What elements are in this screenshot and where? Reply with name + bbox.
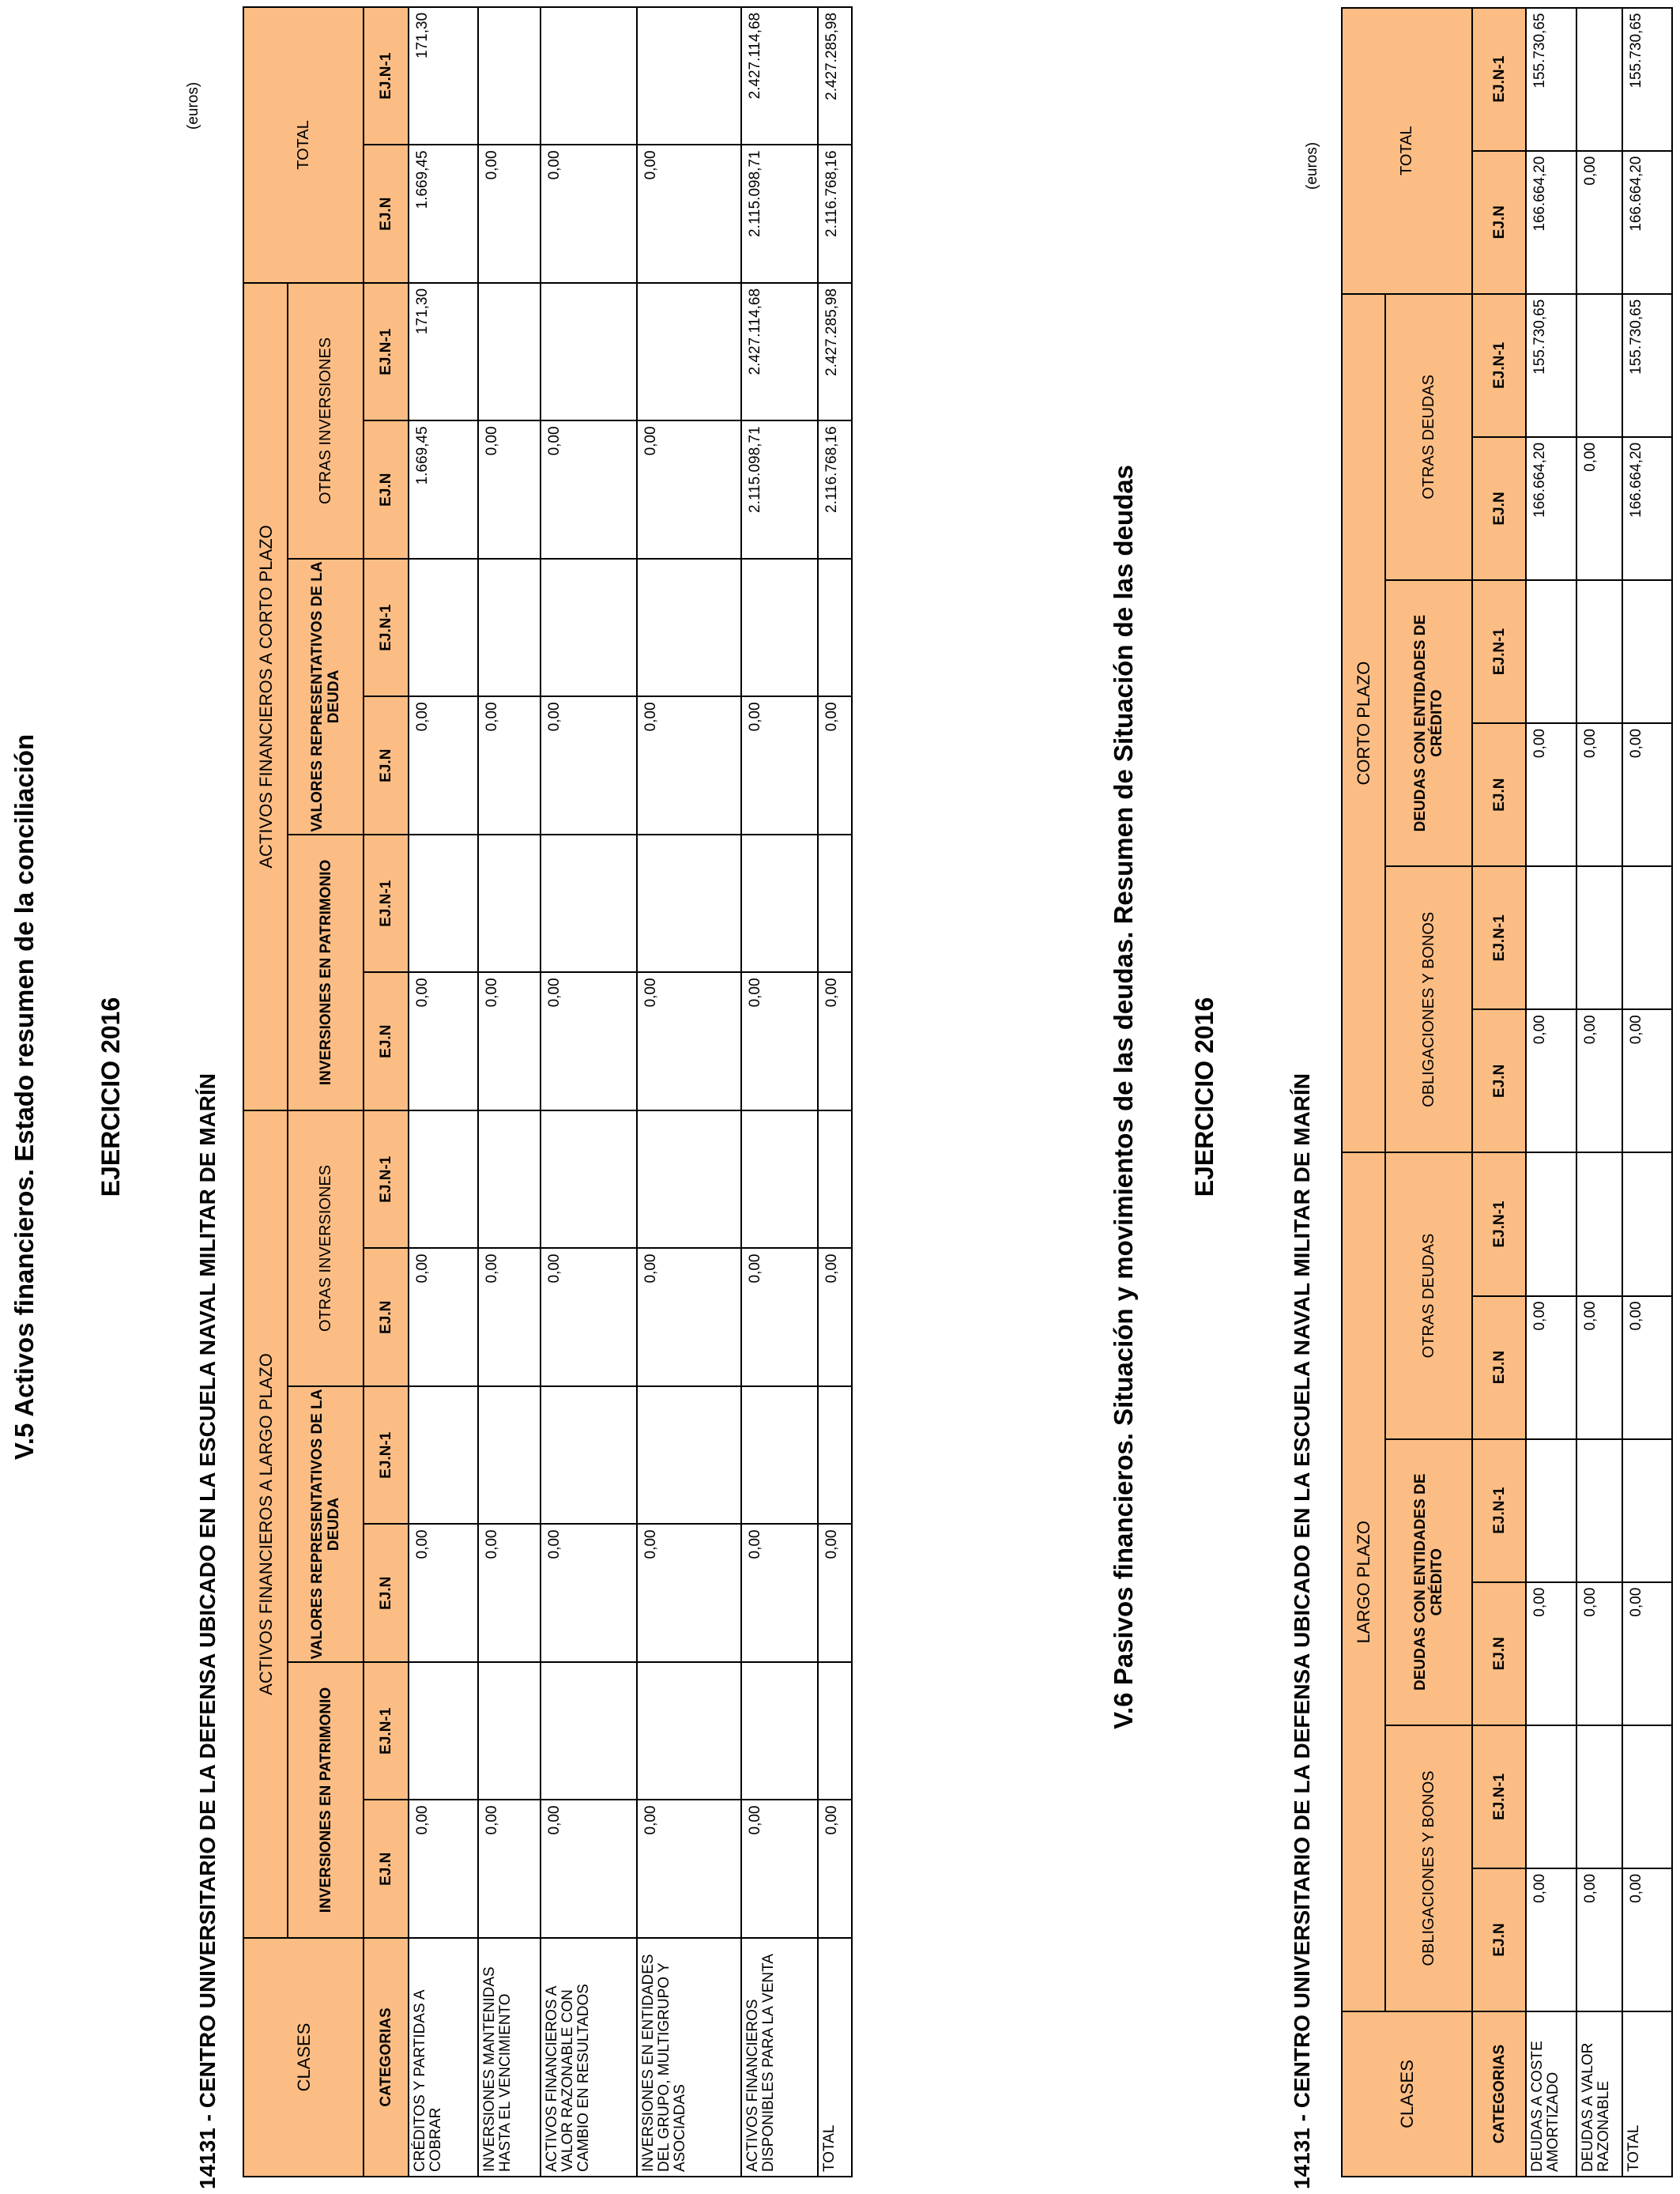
value-cell: 0,00 (478, 145, 541, 283)
value-cell (818, 1662, 852, 1800)
value-cell (637, 283, 741, 421)
value-cell: 0,00 (637, 1249, 741, 1387)
v6-ejn1-header: EJ.N-1 (1472, 1439, 1526, 1582)
value-cell: 0,00 (1622, 1296, 1672, 1439)
v6-corto-header: CORTO PLAZO (1342, 294, 1385, 1153)
value-cell (1576, 580, 1622, 723)
value-cell (478, 1110, 541, 1249)
value-cell (1526, 866, 1576, 1009)
value-cell: 0,00 (541, 972, 637, 1110)
value-cell (637, 559, 741, 697)
v6-ejn1-header: EJ.N-1 (1472, 1152, 1526, 1295)
v5-sub-valores-cp: VALORES REPRESENTATIVOS DE LA DEUDA (288, 559, 363, 835)
value-cell: 0,00 (1622, 1009, 1672, 1152)
category-cell: CRÉDITOS Y PARTIDAS A COBRAR (409, 1938, 478, 2177)
value-cell: 0,00 (741, 696, 818, 835)
v6-total-header: TOTAL (1342, 8, 1472, 294)
value-cell (478, 1386, 541, 1525)
value-cell: 0,00 (478, 1800, 541, 1939)
value-cell: 0,00 (1576, 1009, 1622, 1152)
value-cell (409, 1110, 478, 1249)
value-cell: 0,00 (1576, 151, 1622, 294)
v6-ejn-header: EJ.N (1472, 151, 1526, 294)
value-cell: 0,00 (541, 145, 637, 283)
v5-ejn-header: EJ.N (363, 972, 409, 1110)
value-cell: 0,00 (409, 972, 478, 1110)
value-cell (637, 1662, 741, 1800)
category-cell: INVERSIONES EN ENTIDADES DEL GRUPO, MULTIGRUPO Y ASOCIADAS (637, 1938, 741, 2177)
table-row (818, 7, 852, 2177)
v5-sub-otras-lp: OTRAS INVERSIONES (288, 1110, 363, 1386)
value-cell: 0,00 (409, 1800, 478, 1939)
value-cell: 2.427.114,68 (741, 7, 818, 145)
value-cell (1622, 1725, 1672, 1868)
value-cell: 0,00 (818, 1525, 852, 1663)
table-row (409, 7, 478, 2177)
value-cell (1576, 8, 1622, 151)
value-cell: 0,00 (541, 420, 637, 559)
value-cell (741, 559, 818, 697)
v5-ejn-header: EJ.N (363, 1249, 409, 1387)
value-cell: 2.427.285,98 (818, 7, 852, 145)
value-cell: 166.664,20 (1526, 151, 1576, 294)
v5-year: EJERCICIO 2016 (96, 997, 125, 1197)
v6-ejn1-header: EJ.N-1 (1472, 8, 1526, 151)
v5-categorias-header: CATEGORIAS (363, 1938, 409, 2177)
value-cell: 0,00 (409, 696, 478, 835)
value-cell: 0,00 (478, 972, 541, 1110)
v5-ejn-header: EJ.N (363, 696, 409, 835)
table-row (1622, 8, 1672, 2177)
value-cell: 155.730,65 (1622, 8, 1672, 151)
value-cell (1622, 580, 1672, 723)
v5-ejn1-header: EJ.N-1 (363, 7, 409, 145)
v5-total-header: TOTAL (243, 7, 363, 283)
category-cell: TOTAL (818, 1938, 852, 2177)
value-cell: 171,30 (409, 7, 478, 145)
value-cell (1622, 1152, 1672, 1295)
value-cell: 166.664,20 (1526, 437, 1576, 580)
v5-unit: (euros) (185, 81, 202, 130)
value-cell: 171,30 (409, 283, 478, 421)
v5-sub-otras-cp: OTRAS INVERSIONES (288, 283, 363, 559)
table-row (541, 7, 637, 2177)
v6-sub-obligaciones-cp: OBLIGACIONES Y BONOS (1385, 866, 1472, 1152)
value-cell: 0,00 (478, 1249, 541, 1387)
v6-ejn-header: EJ.N (1472, 1582, 1526, 1725)
v5-table (243, 6, 853, 2177)
v5-sub-inv-patrimonio-lp: INVERSIONES EN PATRIMONIO (288, 1662, 363, 1938)
value-cell: 2.116.768,16 (818, 145, 852, 283)
value-cell: 0,00 (1576, 1296, 1622, 1439)
category-cell: ACTIVOS FINANCIEROS DISPONIBLES PARA LA VENTA (741, 1938, 818, 2177)
table-row (637, 7, 741, 2177)
v5-ejn1-header: EJ.N-1 (363, 559, 409, 697)
value-cell (741, 1662, 818, 1800)
value-cell (637, 1110, 741, 1249)
value-cell (637, 7, 741, 145)
value-cell: 0,00 (1622, 723, 1672, 866)
v5-entity: 14131 - CENTRO UNIVERSITARIO DE LA DEFENSA UBICADO EN LA ESCUELA NAVAL MILITAR DE MARÍN (195, 1072, 220, 2189)
v5-ejn-header: EJ.N (363, 145, 409, 283)
value-cell (478, 559, 541, 697)
value-cell (1526, 580, 1576, 723)
v6-ejn-header: EJ.N (1472, 437, 1526, 580)
v5-corto-header: ACTIVOS FINANCIEROS A CORTO PLAZO (243, 283, 288, 1110)
value-cell: 155.730,65 (1526, 294, 1576, 437)
value-cell: 0,00 (741, 1800, 818, 1939)
value-cell: 0,00 (637, 420, 741, 559)
v6-ejn1-header: EJ.N-1 (1472, 580, 1526, 723)
value-cell (1576, 1725, 1622, 1868)
value-cell (409, 559, 478, 697)
v6-sub-otras-lp: OTRAS DEUDAS (1385, 1152, 1472, 1438)
v6-ejn-header: EJ.N (1472, 1009, 1526, 1152)
value-cell: 155.730,65 (1622, 294, 1672, 437)
value-cell: 166.664,20 (1622, 437, 1672, 580)
value-cell (541, 835, 637, 973)
v5-ejn1-header: EJ.N-1 (363, 1386, 409, 1525)
value-cell (541, 283, 637, 421)
value-cell: 0,00 (741, 1249, 818, 1387)
v6-ejn-header: EJ.N (1472, 1296, 1526, 1439)
value-cell (478, 7, 541, 145)
value-cell (478, 1662, 541, 1800)
value-cell (409, 1662, 478, 1800)
value-cell (1526, 1152, 1576, 1295)
value-cell: 0,00 (541, 1525, 637, 1663)
table-row (1576, 8, 1622, 2177)
v5-sub-valores-lp: VALORES REPRESENTATIVOS DE LA DEUDA (288, 1386, 363, 1662)
v5-ejn1-header: EJ.N-1 (363, 283, 409, 421)
v5-ejn-header: EJ.N (363, 1525, 409, 1663)
value-cell: 0,00 (1526, 1296, 1576, 1439)
v6-entity: 14131 - CENTRO UNIVERSITARIO DE LA DEFENSA UBICADO EN LA ESCUELA NAVAL MILITAR DE MARÍN (1290, 1072, 1314, 2189)
value-cell: 0,00 (637, 972, 741, 1110)
value-cell (637, 835, 741, 973)
value-cell (818, 559, 852, 697)
value-cell: 0,00 (1526, 723, 1576, 866)
value-cell (1576, 1152, 1622, 1295)
v5-ejn1-header: EJ.N-1 (363, 1662, 409, 1800)
value-cell: 0,00 (409, 1525, 478, 1663)
value-cell: 0,00 (409, 1249, 478, 1387)
v5-title: V.5 Activos financieros. Estado resumen de la conciliación (9, 733, 39, 1461)
v6-ejn-header: EJ.N (1472, 1868, 1526, 2011)
value-cell (1576, 866, 1622, 1009)
v6-table (1341, 7, 1673, 2177)
v6-largo-header: LARGO PLAZO (1342, 1152, 1385, 2011)
v5-ejn-header: EJ.N (363, 420, 409, 559)
v5-ejn1-header: EJ.N-1 (363, 1110, 409, 1249)
value-cell (741, 1386, 818, 1525)
v6-sub-deudas-credito-cp: DEUDAS CON ENTIDADES DE CRÉDITO (1385, 580, 1472, 866)
value-cell: 2.427.285,98 (818, 283, 852, 421)
value-cell: 0,00 (478, 1525, 541, 1663)
category-cell: DEUDAS A VALOR RAZONABLE (1576, 2011, 1622, 2177)
value-cell: 2.116.768,16 (818, 420, 852, 559)
value-cell (818, 835, 852, 973)
value-cell (409, 1386, 478, 1525)
category-cell: TOTAL (1622, 2011, 1672, 2177)
value-cell: 0,00 (1576, 1582, 1622, 1725)
value-cell: 0,00 (741, 972, 818, 1110)
category-cell: DEUDAS A COSTE AMORTIZADO (1526, 2011, 1576, 2177)
v6-unit: (euros) (1304, 141, 1320, 190)
v5-clases-header: CLASES (243, 1938, 363, 2177)
value-cell (818, 1110, 852, 1249)
v6-ejn1-header: EJ.N-1 (1472, 866, 1526, 1009)
value-cell: 0,00 (1622, 1582, 1672, 1725)
v5-ejn-header: EJ.N (363, 1800, 409, 1939)
value-cell: 0,00 (541, 1800, 637, 1939)
value-cell: 1.669,45 (409, 420, 478, 559)
value-cell (1526, 1439, 1576, 1582)
value-cell: 0,00 (1622, 1868, 1672, 2011)
value-cell: 2.427.114,68 (741, 283, 818, 421)
value-cell (741, 835, 818, 973)
value-cell: 0,00 (1526, 1868, 1576, 2011)
value-cell: 155.730,65 (1526, 8, 1576, 151)
category-cell: INVERSIONES MANTENIDAS HASTA EL VENCIMIENTO (478, 1938, 541, 2177)
v5-sub-inv-patrimonio-cp: INVERSIONES EN PATRIMONIO (288, 835, 363, 1110)
value-cell: 0,00 (1526, 1009, 1576, 1152)
v5-ejn1-header: EJ.N-1 (363, 835, 409, 973)
v6-year: EJERCICIO 2016 (1190, 997, 1219, 1197)
value-cell: 166.664,20 (1622, 151, 1672, 294)
value-cell: 0,00 (818, 1800, 852, 1939)
value-cell (741, 1110, 818, 1249)
table-row (1526, 8, 1576, 2177)
v5-largo-header: ACTIVOS FINANCIEROS A LARGO PLAZO (243, 1110, 288, 1938)
v6-sub-obligaciones-lp: OBLIGACIONES Y BONOS (1385, 1725, 1472, 2011)
value-cell: 0,00 (637, 696, 741, 835)
value-cell: 0,00 (637, 145, 741, 283)
value-cell: 0,00 (1576, 1868, 1622, 2011)
value-cell (818, 1386, 852, 1525)
value-cell: 0,00 (1526, 1582, 1576, 1725)
value-cell (1576, 294, 1622, 437)
value-cell: 0,00 (478, 420, 541, 559)
value-cell: 0,00 (541, 1249, 637, 1387)
value-cell (1622, 866, 1672, 1009)
value-cell: 0,00 (478, 696, 541, 835)
value-cell: 0,00 (818, 696, 852, 835)
value-cell: 0,00 (541, 696, 637, 835)
value-cell: 0,00 (1576, 437, 1622, 580)
value-cell: 0,00 (637, 1525, 741, 1663)
table-row (478, 7, 541, 2177)
table-row (741, 7, 818, 2177)
v6-ejn1-header: EJ.N-1 (1472, 294, 1526, 437)
value-cell: 2.115.098,71 (741, 420, 818, 559)
value-cell (637, 1386, 741, 1525)
value-cell: 0,00 (1576, 723, 1622, 866)
v6-categorias-header: CATEGORIAS (1472, 2011, 1526, 2177)
value-cell: 0,00 (818, 1249, 852, 1387)
v6-sub-deudas-credito-lp: DEUDAS CON ENTIDADES DE CRÉDITO (1385, 1439, 1472, 1725)
value-cell (1526, 1725, 1576, 1868)
value-cell (1576, 1439, 1622, 1582)
value-cell (541, 1110, 637, 1249)
value-cell: 0,00 (637, 1800, 741, 1939)
value-cell: 2.115.098,71 (741, 145, 818, 283)
v6-clases-header: CLASES (1342, 2011, 1472, 2177)
v6-title: V.6 Pasivos financieros. Situación y movimientos de las deudas. Resumen de Situación de las deudas (1109, 465, 1138, 1729)
value-cell: 1.669,45 (409, 145, 478, 283)
value-cell: 0,00 (741, 1525, 818, 1663)
value-cell (541, 1662, 637, 1800)
value-cell (541, 7, 637, 145)
category-cell: ACTIVOS FINANCIEROS A VALOR RAZONABLE CON CAMBIO EN RESULTADOS (541, 1938, 637, 2177)
v6-ejn-header: EJ.N (1472, 723, 1526, 866)
value-cell (478, 835, 541, 973)
v6-ejn1-header: EJ.N-1 (1472, 1725, 1526, 1868)
v6-sub-otras-cp: OTRAS DEUDAS (1385, 294, 1472, 580)
value-cell (409, 835, 478, 973)
value-cell: 0,00 (818, 972, 852, 1110)
value-cell (541, 1386, 637, 1525)
value-cell (541, 559, 637, 697)
value-cell (478, 283, 541, 421)
value-cell (1622, 1439, 1672, 1582)
